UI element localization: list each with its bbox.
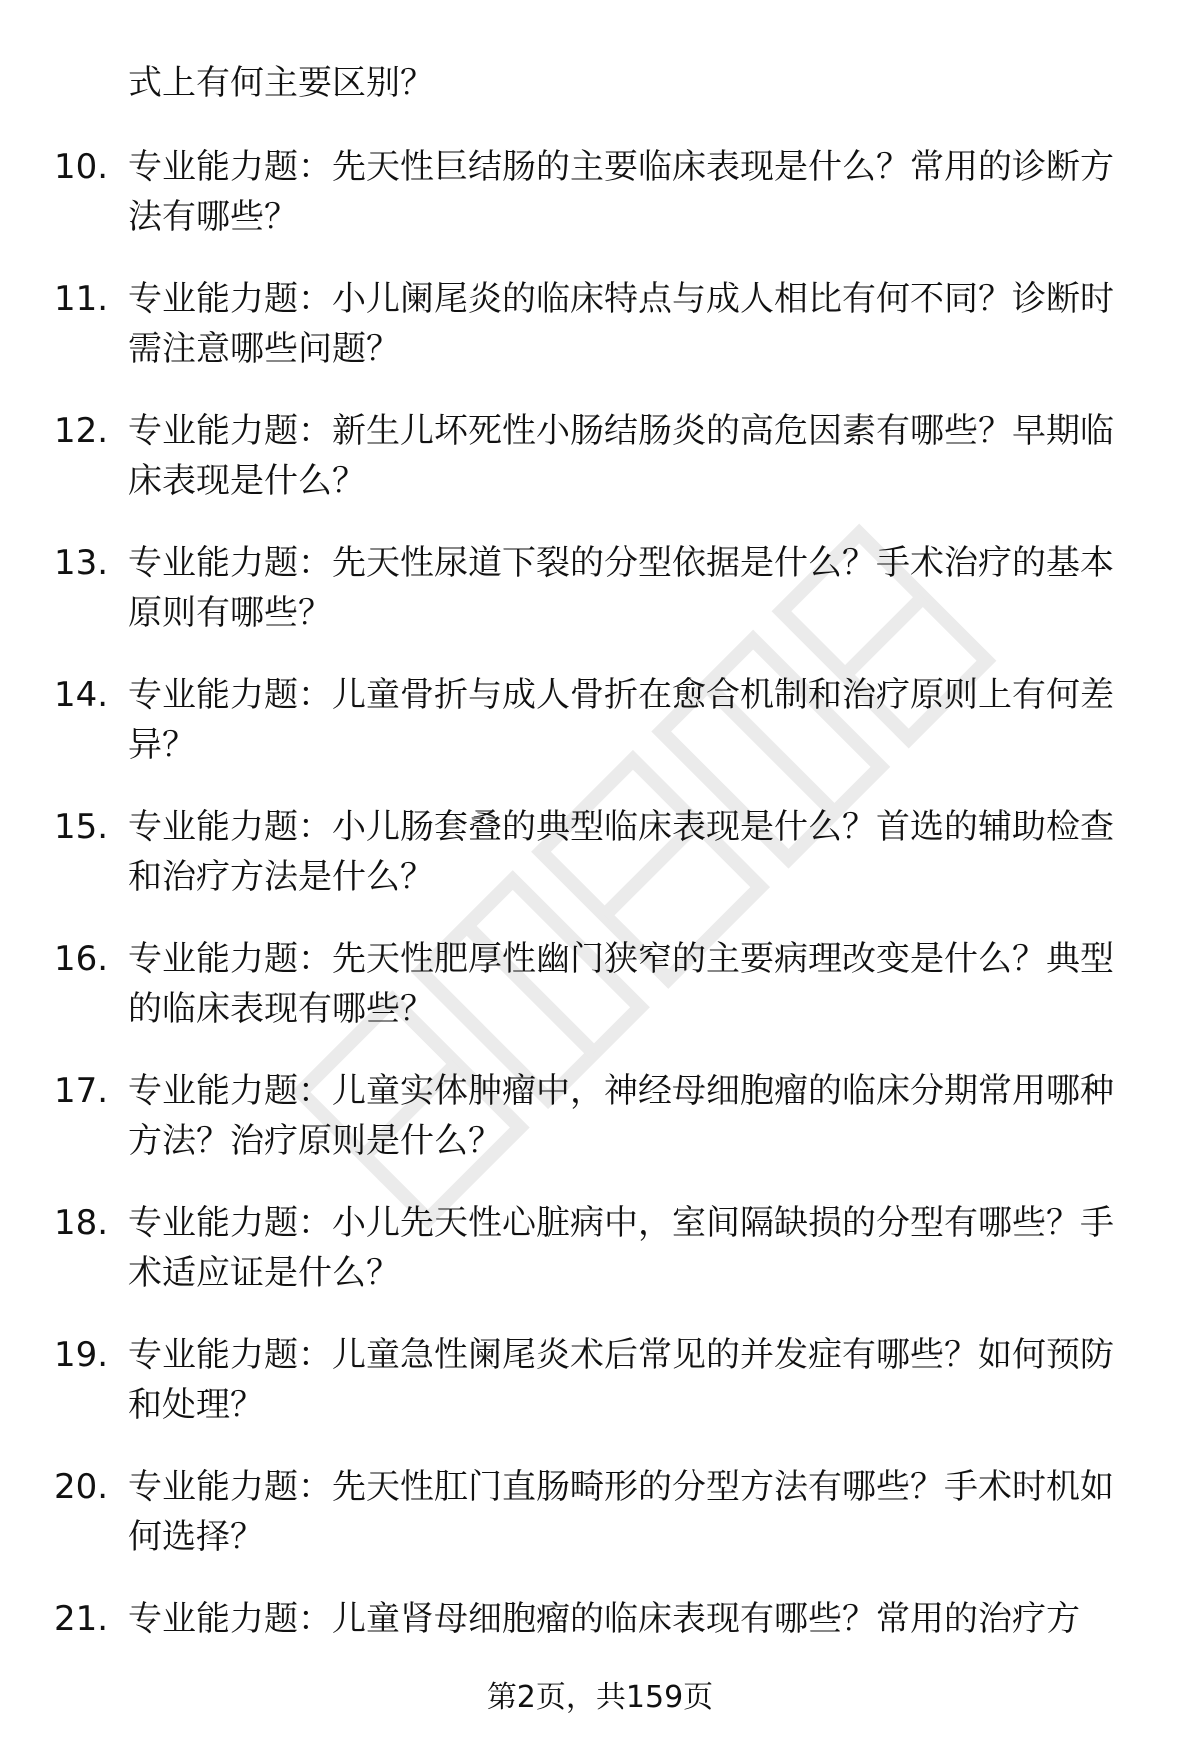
question-text: 专业能力题：先天性尿道下裂的分型依据是什么？手术治疗的基本原则有哪些？ [128, 543, 1114, 633]
list-item [0, 670, 1200, 802]
list-item [0, 538, 1200, 670]
list-item [0, 1198, 1200, 1330]
question-number: 12. [54, 411, 109, 451]
question-text: 专业能力题：小儿肠套叠的典型临床表现是什么？首选的辅助检查和治疗方法是什么？ [128, 807, 1114, 897]
page-footer: 第2页，共159页 [486, 1680, 714, 1715]
question-text: 专业能力题：小儿阑尾炎的临床特点与成人相比有何不同？诊断时需注意哪些问题？ [128, 279, 1114, 369]
continuation-text: 式上有何主要区别？ [128, 63, 434, 103]
list-item [0, 274, 1200, 406]
list-item [0, 142, 1200, 274]
question-text: 专业能力题：儿童骨折与成人骨折在愈合机制和治疗原则上有何差异？ [128, 675, 1114, 765]
question-text: 专业能力题：儿童肾母细胞瘤的临床表现有哪些？常用的治疗方 [128, 1599, 1080, 1639]
list-item [0, 934, 1200, 1066]
question-number: 15. [54, 807, 109, 847]
question-number: 16. [54, 939, 109, 979]
list-item [0, 1330, 1200, 1462]
question-number: 14. [54, 675, 109, 715]
question-text: 专业能力题：先天性巨结肠的主要临床表现是什么？常用的诊断方法有哪些？ [128, 147, 1114, 237]
list-item [0, 1066, 1200, 1198]
question-number: 19. [54, 1335, 109, 1375]
question-text: 专业能力题：儿童实体肿瘤中，神经母细胞瘤的临床分期常用哪种方法？治疗原则是什么？ [128, 1071, 1114, 1161]
question-text: 专业能力题：先天性肥厚性幽门狭窄的主要病理改变是什么？典型的临床表现有哪些？ [128, 939, 1114, 1029]
question-number: 11. [54, 279, 109, 319]
question-text: 专业能力题：先天性肛门直肠畸形的分型方法有哪些？手术时机如何选择？ [128, 1467, 1114, 1557]
question-number: 21. [54, 1599, 109, 1639]
question-number: 13. [54, 543, 109, 583]
question-text: 专业能力题：小儿先天性心脏病中，室间隔缺损的分型有哪些？手术适应证是什么？ [128, 1203, 1114, 1293]
question-number: 10. [54, 147, 109, 187]
question-text: 专业能力题：儿童急性阑尾炎术后常见的并发症有哪些？如何预防和处理？ [128, 1335, 1114, 1425]
list-item [0, 802, 1200, 934]
list-item [0, 1462, 1200, 1594]
question-number: 17. [54, 1071, 109, 1111]
question-number: 20. [54, 1467, 109, 1507]
question-list [0, 142, 1200, 1726]
list-item [0, 406, 1200, 538]
question-text: 专业能力题：新生儿坏死性小肠结肠炎的高危因素有哪些？早期临床表现是什么？ [128, 411, 1114, 501]
question-number: 18. [54, 1203, 109, 1243]
